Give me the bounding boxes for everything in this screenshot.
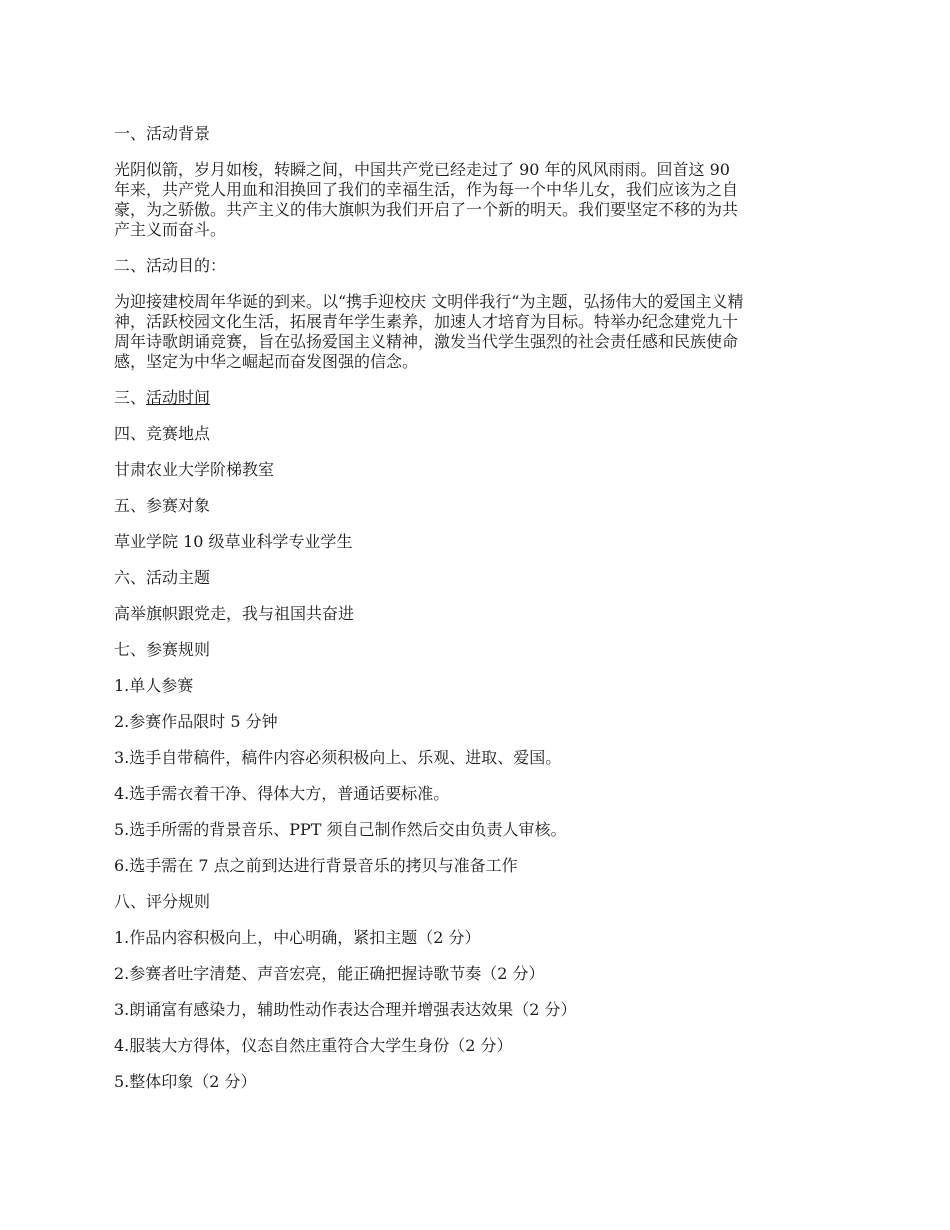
- section-heading-time: [114, 388, 839, 408]
- venue-text: 甘肃农业大学阶梯教室: [114, 460, 275, 479]
- paragraph-line: 感，坚定为中华之崛起而奋发图强的信念。: [114, 352, 419, 371]
- purpose-paragraph: [114, 292, 839, 372]
- rule-item: 3.选手自带稿件，稿件内容必须积极向上、乐观、进取、爱国。: [114, 748, 562, 767]
- participants-text: 草业学院 10 级草业科学专业学生: [114, 532, 353, 551]
- heading-number: 三、: [114, 388, 147, 407]
- scoring-item: 2.参赛者吐字清楚、声音宏亮，能正确把握诗歌节奏（2 分）: [114, 964, 545, 983]
- section-heading-participants: 五、参赛对象: [114, 496, 211, 515]
- rule-item: 6.选手需在 7 点之前到达进行背景音乐的拷贝与准备工作: [114, 856, 518, 875]
- scoring-item: 5.整体印象（2 分）: [114, 1072, 257, 1091]
- theme-text: 高举旗帜跟党走，我与祖国共奋进: [114, 604, 355, 623]
- rule-item: 2.参赛作品限时 5 分钟: [114, 712, 278, 731]
- paragraph-line: 产主义而奋斗。: [114, 220, 227, 239]
- section-heading-rules: 七、参赛规则: [114, 640, 211, 659]
- paragraph-line: 周年诗歌朗诵竞赛，旨在弘扬爱国主义精神，激发当代学生强烈的社会责任感和民族使命: [114, 332, 739, 351]
- rule-item: 1.单人参赛: [114, 676, 194, 695]
- rule-item: 4.选手需衣着干净、得体大方，普通话要标准。: [114, 784, 450, 803]
- heading-text-underlined: 活动时间: [146, 388, 211, 407]
- rule-item: 5.选手所需的背景音乐、PPT 须自己制作然后交由负责人审核。: [114, 820, 567, 839]
- scoring-item: 1.作品内容积极向上，中心明确，紧扣主题（2 分）: [114, 928, 481, 947]
- section-heading-theme: 六、活动主题: [114, 568, 211, 587]
- document-page: [114, 124, 839, 1092]
- paragraph-line: 为迎接建校周年华诞的到来。以“携手迎校庆 文明伴我行“为主题，弘扬伟大的爱国主义精: [114, 292, 744, 311]
- section-heading-venue: 四、竞赛地点: [114, 424, 211, 443]
- background-paragraph: [114, 160, 839, 240]
- paragraph-line: 神，活跃校园文化生活，拓展青年学生素养，加速人才培育为目标。特举办纪念建党九十: [114, 312, 739, 331]
- scoring-item: 3.朗诵富有感染力，辅助性动作表达合理并增强表达效果（2 分）: [114, 1000, 577, 1019]
- scoring-item: 4.服装大方得体，仪态自然庄重符合大学生身份（2 分）: [114, 1036, 513, 1055]
- section-heading-background: 一、活动背景: [114, 124, 211, 143]
- paragraph-line: 光阴似箭，岁月如梭，转瞬之间，中国共产党已经走过了 90 年的风风雨雨。回首这 90: [114, 160, 730, 179]
- paragraph-line: 年来，共产党人用血和泪换回了我们的幸福生活，作为每一个中华儿女，我们应该为之自: [114, 180, 739, 199]
- section-heading-purpose: 二、活动目的：: [114, 256, 227, 275]
- section-heading-scoring: 八、评分规则: [114, 892, 211, 911]
- paragraph-line: 豪，为之骄傲。共产主义的伟大旗帜为我们开启了一个新的明天。我们要坚定不移的为共: [114, 200, 739, 219]
